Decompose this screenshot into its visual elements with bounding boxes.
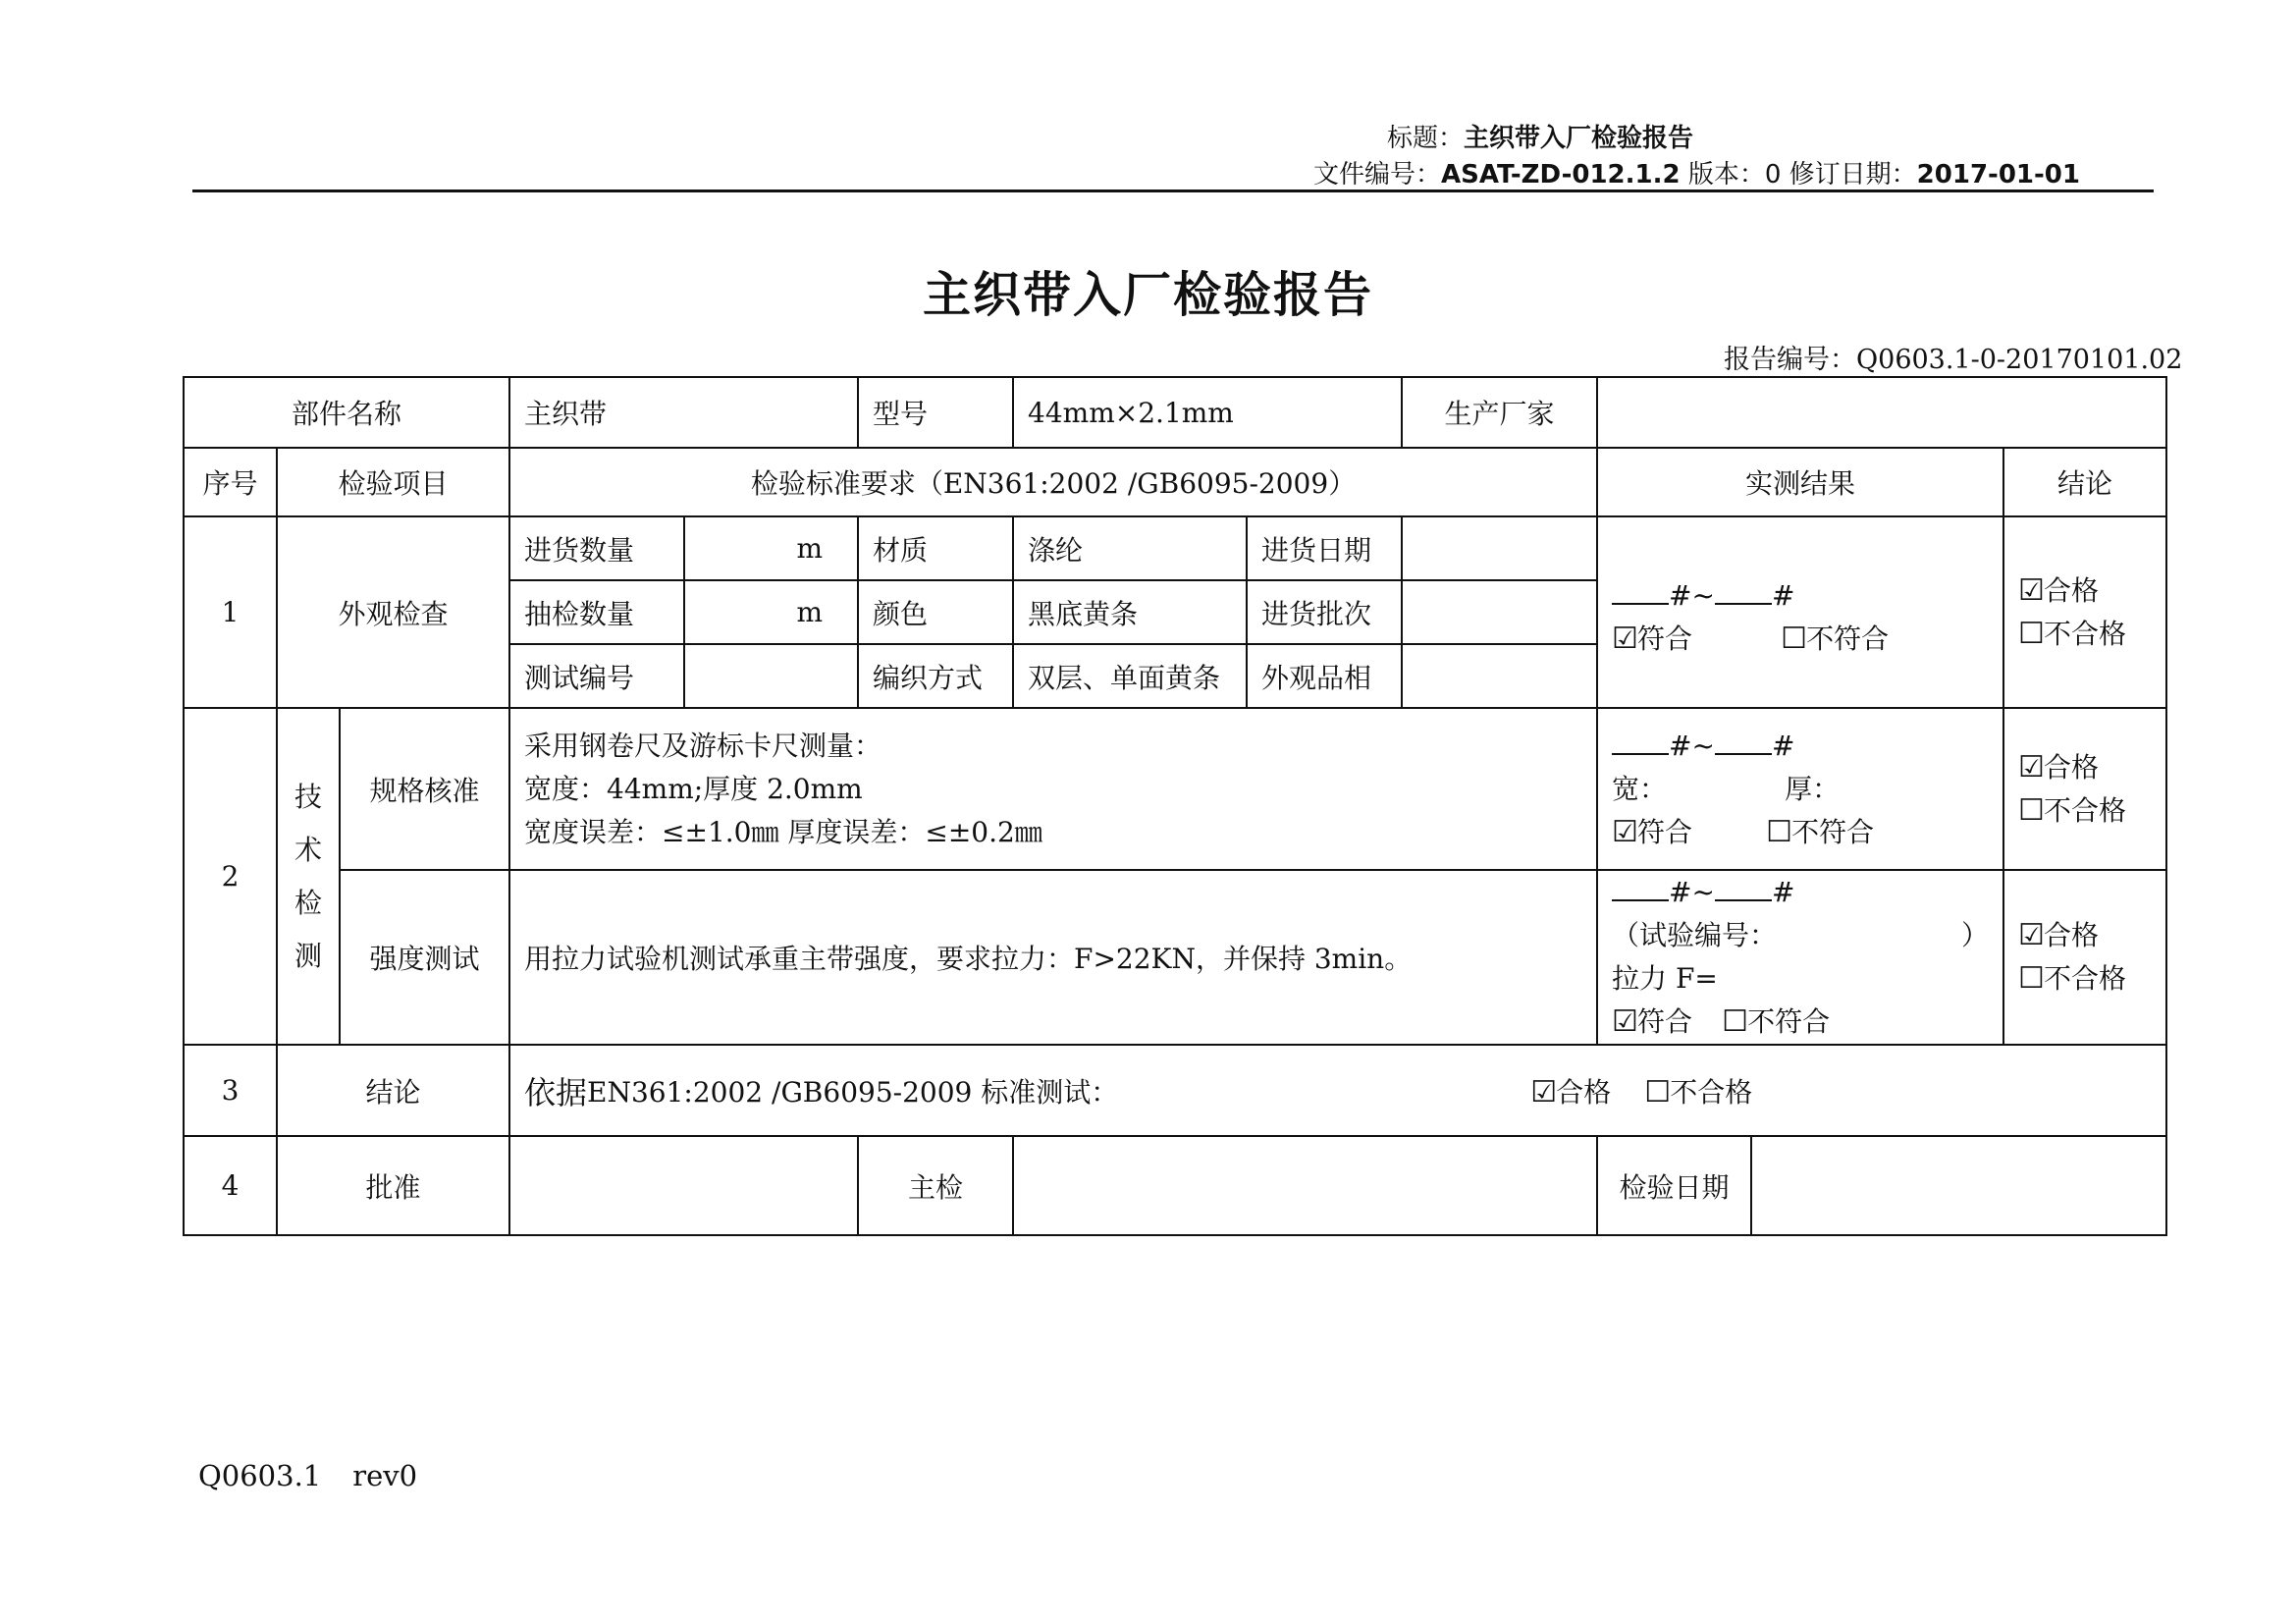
- row3-item: 结论: [277, 1045, 509, 1136]
- row1-result: #~ # ☑符合 ☐不符合: [1597, 516, 2003, 708]
- col-standard: 检验标准要求（EN361:2002 /GB6095-2009）: [509, 448, 1597, 516]
- table-row: [184, 870, 2166, 1045]
- col-conclusion: 结论: [2003, 448, 2166, 516]
- sample-qty-value: m: [684, 580, 858, 644]
- row2-seq: 2: [184, 708, 277, 1045]
- in-date-value: [1402, 516, 1597, 580]
- row1-conclusion: ☑合格 ☐不合格: [2003, 516, 2166, 708]
- unchecked-box-icon: ☐: [2018, 616, 2045, 651]
- material-label: 材质: [858, 516, 1013, 580]
- batch-label: 进货批次: [1247, 580, 1402, 644]
- test-no-value: [684, 644, 858, 708]
- approve-label: 批准: [277, 1136, 509, 1235]
- date-cell: [1597, 1136, 2166, 1235]
- unchecked-box-icon: ☐: [1722, 1004, 1748, 1039]
- page-title: 主织带入厂检验报告: [922, 267, 1373, 323]
- spec-result: #~ # 宽： 厚： ☑符合 ☐不符合: [1597, 708, 2003, 870]
- inspector-value: [1013, 1136, 1597, 1235]
- unchecked-box-icon: ☐: [2018, 961, 2045, 996]
- row4-seq: 4: [184, 1136, 277, 1235]
- inspect-date-label: 检验日期: [1598, 1137, 1752, 1234]
- spec-standard: 采用钢卷尺及游标卡尺测量： 宽度：44mm;厚度 2.0mm 宽度误差：≤±1.0㎜ 厚度误差：≤±0.2㎜: [509, 708, 1597, 870]
- strength-conclusion: ☑合格 ☐不合格: [2003, 870, 2166, 1045]
- table-row: [184, 377, 2166, 448]
- checked-box-icon: ☑: [2018, 749, 2045, 785]
- weave-label: 编织方式: [858, 644, 1013, 708]
- maker-value: [1597, 377, 2166, 448]
- unchecked-box-icon: ☐: [1766, 814, 1792, 849]
- inspector-label: 主检: [858, 1136, 1013, 1235]
- in-date-label: 进货日期: [1247, 516, 1402, 580]
- col-result: 实测结果: [1597, 448, 2003, 516]
- in-qty-value: m: [684, 516, 858, 580]
- appearance-value: [1402, 644, 1597, 708]
- spec-conclusion: ☑合格 ☐不合格: [2003, 708, 2166, 870]
- model-label: 型号: [858, 377, 1013, 448]
- header-divider: [192, 189, 2154, 192]
- checked-box-icon: ☑: [1612, 1004, 1638, 1039]
- table-row: [184, 516, 2166, 580]
- unchecked-box-icon: ☐: [1781, 621, 1807, 656]
- strength-result: #~ # （试验编号： ） 拉力 F= ☑符合 ☐不符合: [1597, 870, 2003, 1045]
- row1-item: 外观检查: [277, 516, 509, 708]
- material-value: 涤纶: [1013, 516, 1247, 580]
- inspection-table: [183, 376, 2167, 1236]
- part-name-label: 部件名称: [184, 377, 509, 448]
- row1-seq: 1: [184, 516, 277, 708]
- sample-qty-label: 抽检数量: [509, 580, 684, 644]
- final-conclusion: 依据 EN361:2002 /GB6095-2009 标准测试： ☑合格 ☐不合格: [509, 1045, 2166, 1136]
- table-row: [184, 1045, 2166, 1136]
- table-row: [184, 1136, 2166, 1235]
- col-item: 检验项目: [277, 448, 509, 516]
- checked-box-icon: ☑: [1612, 814, 1638, 849]
- checked-box-icon: ☑: [2018, 918, 2045, 952]
- strength-standard: 用拉力试验机测试承重主带强度，要求拉力：F>22KN，并保持 3min。: [509, 870, 1597, 1045]
- spec-item: 规格核准: [340, 708, 509, 870]
- unchecked-box-icon: ☐: [1644, 1074, 1672, 1110]
- part-name-value: 主织带: [509, 377, 858, 448]
- col-seq: 序号: [184, 448, 277, 516]
- tech-test-group: 技 术 检 测: [277, 708, 340, 1045]
- table-header-row: [184, 448, 2166, 516]
- appearance-label: 外观品相: [1247, 644, 1402, 708]
- model-value: 44mm×2.1mm: [1013, 377, 1402, 448]
- approve-value: [509, 1136, 858, 1235]
- doc-header-title: 标题：主织带入厂检验报告: [1387, 124, 1694, 153]
- table-row: [184, 708, 2166, 870]
- checked-box-icon: ☑: [1612, 621, 1638, 656]
- color-value: 黑底黄条: [1013, 580, 1247, 644]
- doc-header-meta: 文件编号：ASAT-ZD-012.1.2 版本：0 修订日期：2017-01-01: [1313, 160, 2080, 189]
- color-label: 颜色: [858, 580, 1013, 644]
- maker-label: 生产厂家: [1402, 377, 1597, 448]
- strength-item: 强度测试: [340, 870, 509, 1045]
- test-no-label: 测试编号: [509, 644, 684, 708]
- inspect-date-value: [1752, 1137, 2165, 1234]
- checked-box-icon: ☑: [1530, 1074, 1558, 1110]
- batch-value: [1402, 580, 1597, 644]
- weave-value: 双层、单面黄条: [1013, 644, 1247, 708]
- checked-box-icon: ☑: [2018, 572, 2045, 608]
- row3-seq: 3: [184, 1045, 277, 1136]
- report-number: 报告编号：Q0603.1-0-20170101.02: [1724, 345, 2183, 375]
- in-qty-label: 进货数量: [509, 516, 684, 580]
- footer-code: Q0603.1 rev0: [198, 1459, 418, 1492]
- unchecked-box-icon: ☐: [2018, 792, 2045, 828]
